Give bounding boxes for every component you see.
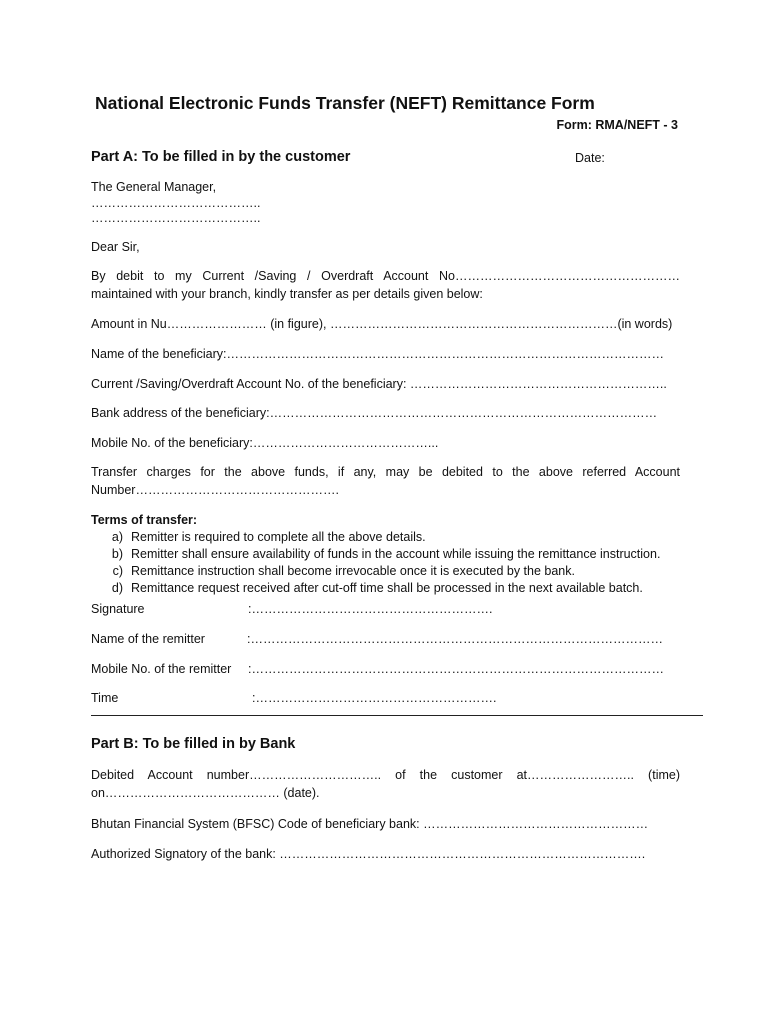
part-b-heading: Part B: To be filled in by Bank [91,736,296,752]
remitter-name-field[interactable]: :……………………………………………………………………………………… [247,632,663,646]
time-field[interactable]: :…………………………………………………. [252,691,497,705]
terms-item [91,529,660,546]
terms-list [91,529,660,597]
terms-item-text: Remitter shall ensure availability of funds in the account while issuing the remittance instruction. [131,547,661,561]
terms-item-text: Remittance request received after cut-off time shall be processed in the next available batch. [131,581,643,595]
address-line-1[interactable]: ………………………………….. [91,196,261,210]
debit-account-line-2: maintained with your branch, kindly transfer as per details given below: [91,287,483,301]
beneficiary-account-field[interactable]: Current /Saving/Overdraft Account No. of the beneficiary: …………………………………………………….. [91,377,667,391]
charges-account-field[interactable]: Number…………………………………………. [91,483,339,497]
beneficiary-name-field[interactable]: Name of the beneficiary:…………………………………………………………………………………………… [91,347,664,361]
date-label: Date: [575,151,605,165]
terms-item-marker: b) [111,547,123,561]
bfsc-code-field[interactable]: Bhutan Financial System (BFSC) Code of beneficiary bank: ……………………………………………… [91,817,649,831]
addressee: The General Manager, [91,180,217,194]
amount-field[interactable]: Amount in Nu…………………… (in figure), ……………………………………………………………(in words) [91,317,673,331]
terms-item [91,580,660,597]
debited-date-field[interactable]: on…………………………………… (date). [91,786,320,800]
terms-item-marker: d) [111,581,123,595]
terms-item-text: Remitter is required to complete all the above details. [131,530,426,544]
form-title: National Electronic Funds Transfer (NEFT) Remittance Form [95,93,595,113]
bank-address-field[interactable]: Bank address of the beneficiary:………………………………………………………………………………… [91,406,658,420]
beneficiary-mobile-field[interactable]: Mobile No. of the beneficiary:……………………………………... [91,436,439,450]
terms-item-marker: a) [111,530,123,544]
remitter-name-label: Name of the remitter [91,632,205,646]
remitter-mobile-field[interactable]: :……………………………………………………………………………………… [248,662,664,676]
form-number: Form: RMA/NEFT - 3 [556,118,678,132]
terms-title: Terms of transfer: [91,513,198,527]
terms-item-marker: c) [112,564,123,578]
part-a-heading: Part A: To be filled in by the customer [91,149,351,165]
remitter-mobile-label: Mobile No. of the remitter [91,662,232,676]
signature-label: Signature [91,602,145,616]
transfer-charges-text: Transfer charges for the above funds, if any, may be debited to the above referred Account [91,465,680,479]
terms-item-text: Remittance instruction shall become irrevocable once it is executed by the bank. [131,564,575,578]
address-line-2[interactable]: ………………………………….. [91,211,261,225]
signature-field[interactable]: :…………………………………………………. [248,602,493,616]
section-divider [91,715,703,716]
terms-section [91,512,660,597]
authorized-signatory-field[interactable]: Authorized Signatory of the bank: ……………………………………………………………………………. [91,847,646,861]
terms-item [91,546,660,563]
debited-account-field[interactable]: Debited Account number………………………….. of the customer at…………………….. (time) [91,768,680,782]
terms-item [91,563,660,580]
time-label: Time [91,691,119,705]
debit-account-line[interactable]: By debit to my Current /Saving / Overdraft Account No……………………………………………… [91,269,680,283]
salutation: Dear Sir, [91,240,140,254]
